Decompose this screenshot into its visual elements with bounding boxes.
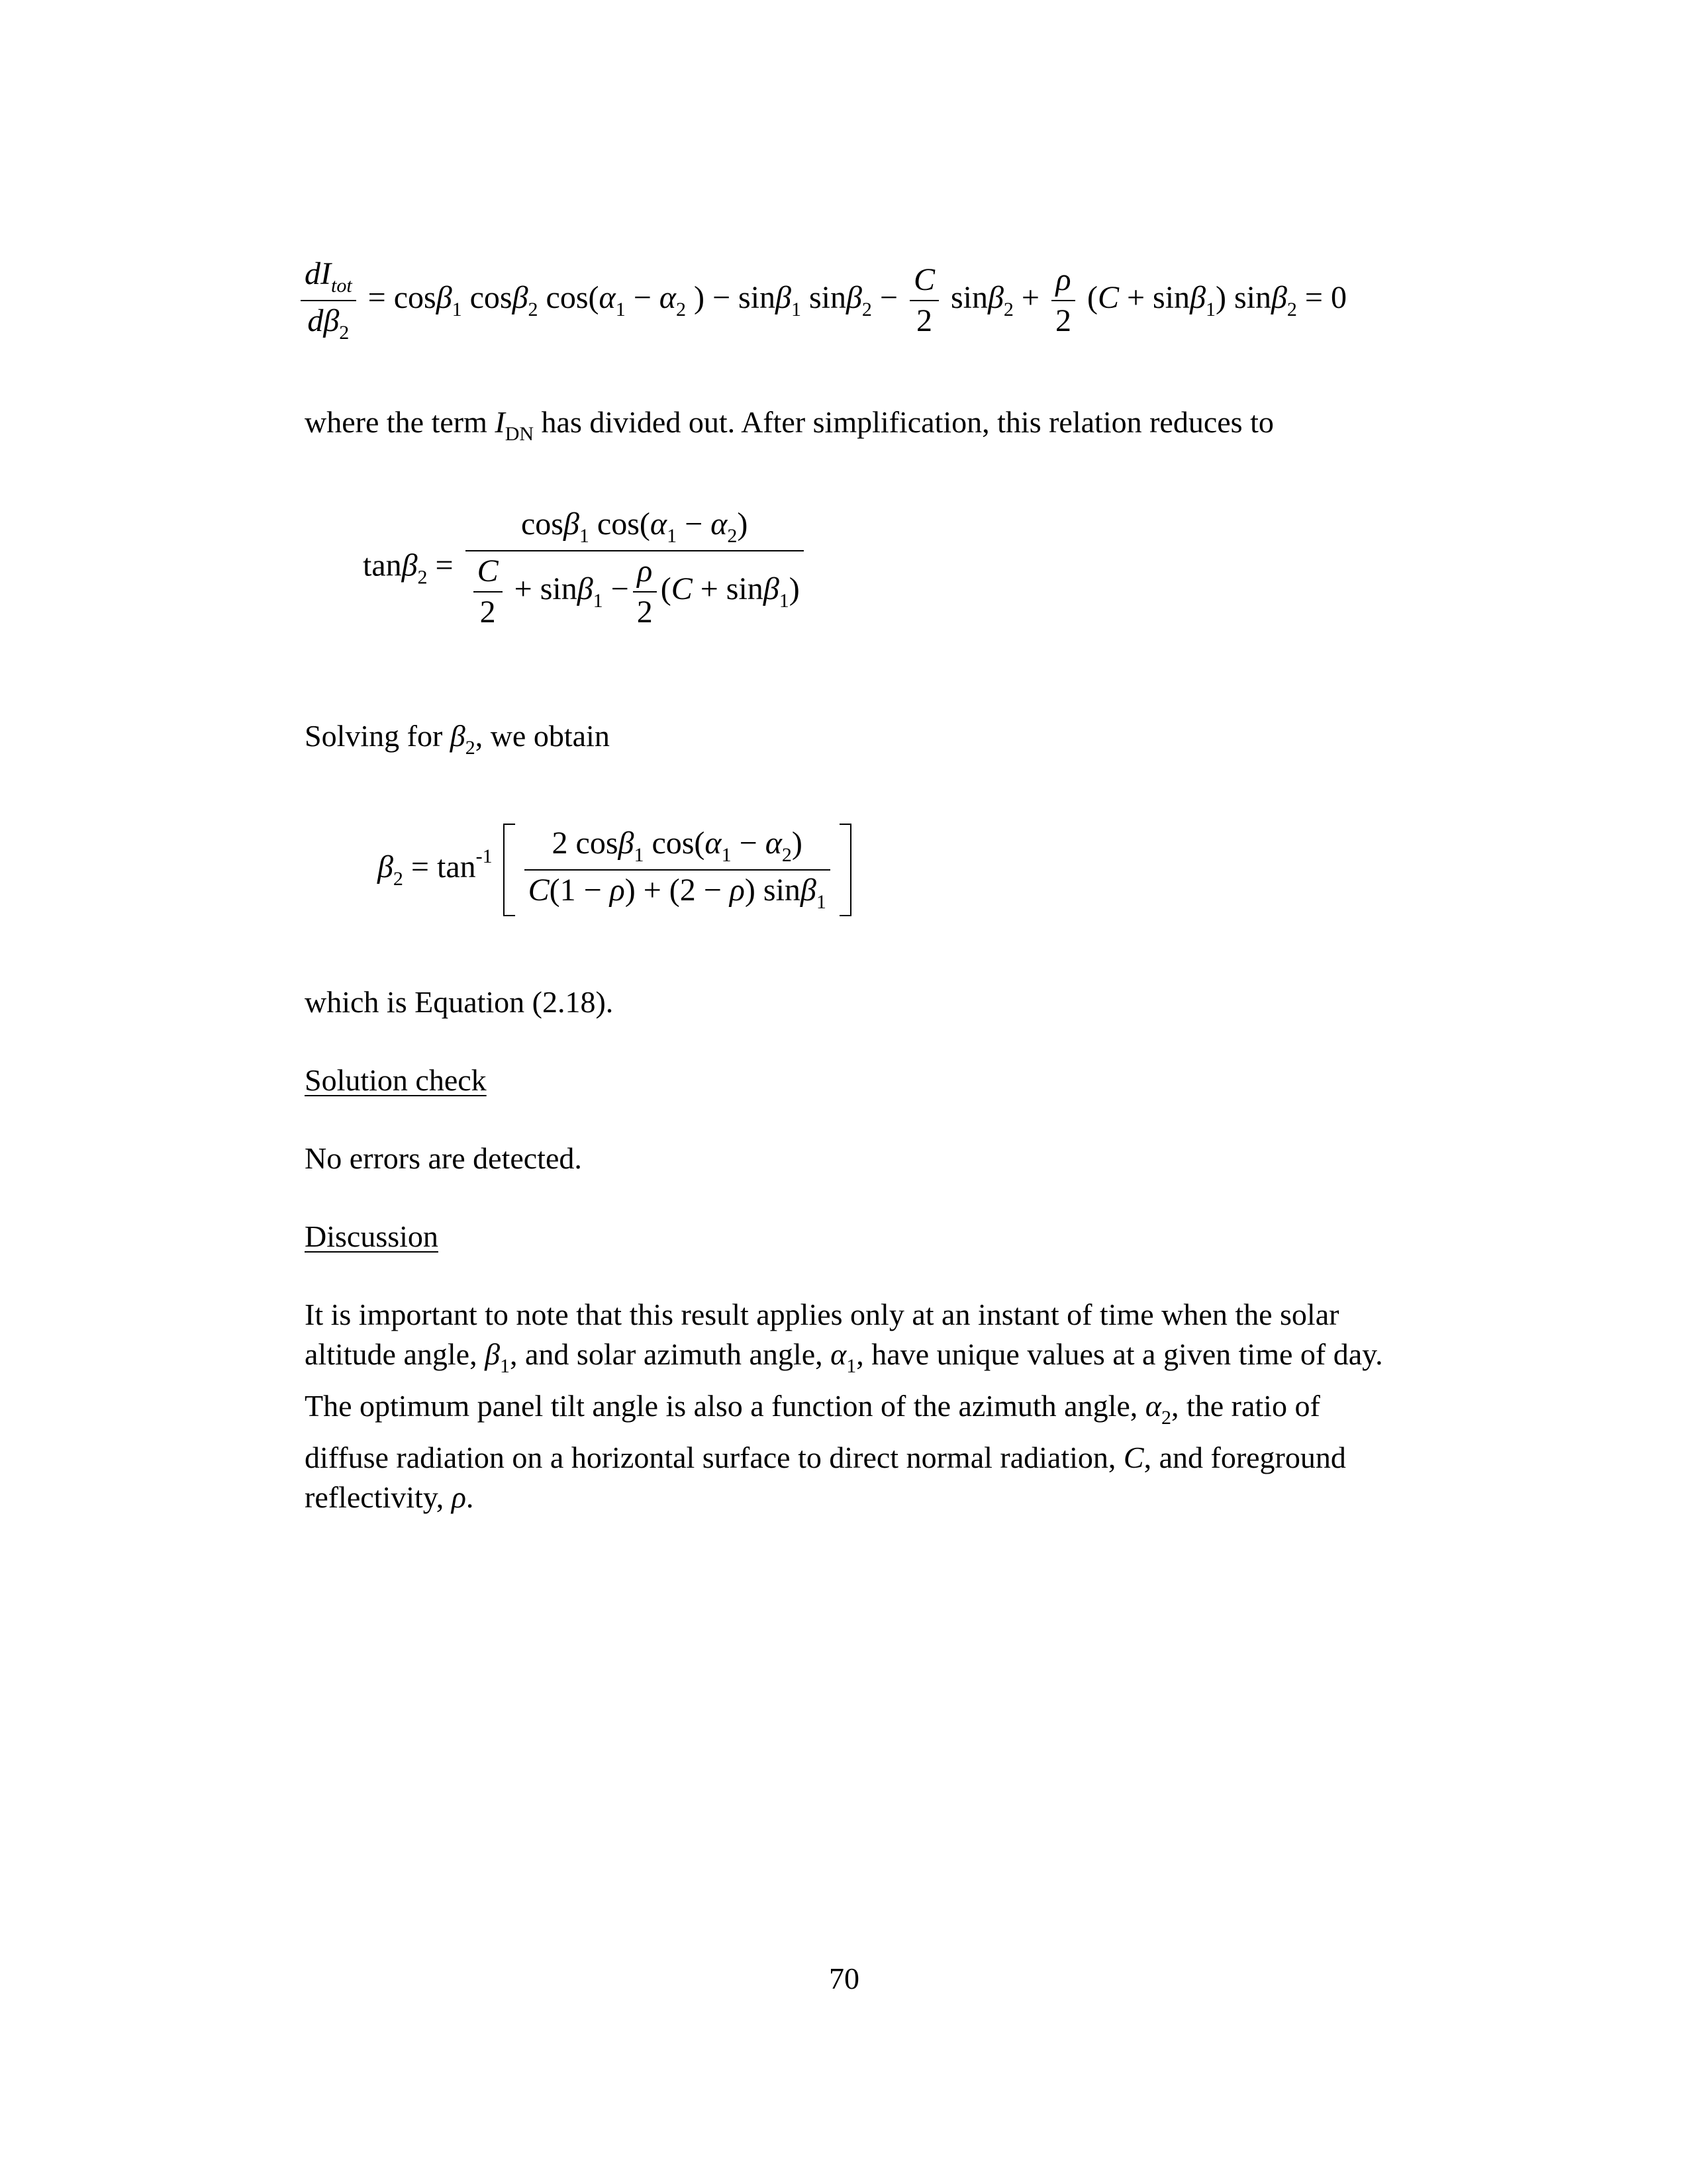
arctan-fraction: $\frac{2 \cos\beta_1 \cos(\alpha_1 - \alpha_2)}{C(1 - \rho) + (2 - \rho) \sin\beta_1}$: [524, 828, 830, 912]
text-no-errors: No errors are detected.: [305, 1141, 582, 1175]
equation-derivative: $\frac{dI_{tot}}{d\beta_2}$ = cosβ$_1$ cosβ$_2$ $\cos(\alpha_1 - \alpha_2$ ) − sinβ$_1$ sinβ$_2$ − $\frac{C}{2}$ sinβ$_2$ + $\frac{\rho}{2}$ (C + sinβ$_1$) sinβ$_2$ = 0: [297, 258, 1347, 343]
heading-discussion: Discussion: [305, 1219, 438, 1253]
C-over-2-fraction: $\frac{C}{2}$: [910, 264, 939, 337]
text-solving-for-beta2: Solving for $\beta_2$, we obtain: [305, 719, 610, 759]
paragraph-line: The optimum panel tilt angle is also a function of the azimuth angle, $\alpha_2$, the ratio of: [305, 1389, 1320, 1429]
text-equation-ref: which is Equation (2.18).: [305, 985, 614, 1019]
equation-tan-beta2: tanβ$_2$ = cosβ$_1$ $\cos(\alpha_1 - \alpha_2)$ $\frac{C}{2}$ + sinβ$_1$ − $\frac{\rho}{2}$ (C + sinβ$_1$): [363, 508, 808, 628]
rho-over-2-fraction: $\frac{\rho}{2}$: [1051, 264, 1075, 337]
page-number: 70: [829, 1962, 859, 1995]
paragraph-line: diffuse radiation on a horizontal surface to direct normal radiation, C, and foreground: [305, 1441, 1346, 1474]
heading-solution-check: Solution check: [305, 1063, 487, 1097]
text-idn-divided: where the term $I_{DN}$ has divided out. After simplification, this relation reduces to: [305, 405, 1274, 445]
paragraph-line: altitude angle, $\beta_1$, and solar azimuth angle, $\alpha_1$, have unique values at a given time of day.: [305, 1337, 1383, 1377]
equation-beta2-solution: $\beta_2 = \tan^{-1}$ $\frac{2 \cos\beta_1 \cos(\alpha_1 - \alpha_2)}{C(1 - \rho) + (2 - \rho) \sin\beta_1}$: [377, 824, 854, 916]
right-bracket: [840, 824, 851, 916]
discussion-paragraph: [305, 1295, 1383, 1517]
dI-dbeta-fraction: $\frac{dI_{tot}}{d\beta_2}$: [301, 258, 356, 343]
paragraph-line: reflectivity, ρ.: [305, 1480, 474, 1514]
tan-beta2-fraction: cosβ$_1$ $\cos(\alpha_1 - \alpha_2)$ $\frac{C}{2}$ + sinβ$_1$ − $\frac{\rho}{2}$ (C + sinβ$_1$): [465, 508, 804, 628]
left-bracket: [503, 824, 515, 916]
paragraph-line: It is important to note that this result applies only at an instant of time when the solar: [305, 1298, 1339, 1331]
